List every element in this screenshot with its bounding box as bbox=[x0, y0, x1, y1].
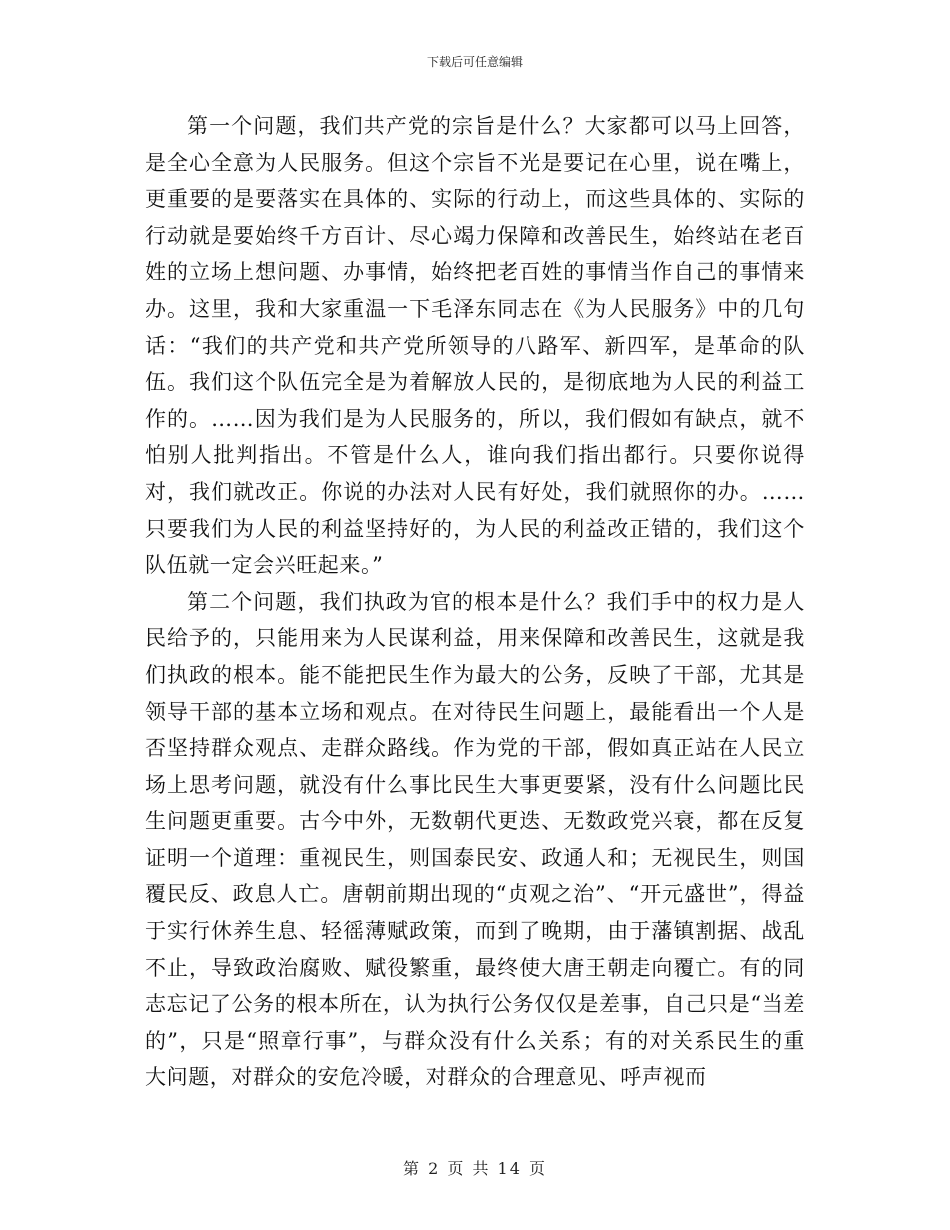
page-header: 下载后可任意编辑 bbox=[426, 55, 523, 69]
document-body bbox=[145, 108, 805, 1096]
paragraph-2: 第二个问题，我们执政为官的根本是什么？我们手中的权力是人民给予的，只能用来为人民谋利益，用来保障和改善民生，这就是我们执政的根本。能不能把民生作为最大的公务，反映了干部，尤其是领导干部的基本立场和观点。在对待民生问题上，最能看出一个人是否坚持群众观点、走群众路线。作为党的干部，假如真正站在人民立场上思考问题，就没有什么事比民生大事更要紧，没有什么问题比民生问题更重要。古今中外，无数朝代更迭、无数政党兴衰，都在反复证明一个道理：重视民生，则国泰民安、政通人和；无视民生，则国覆民反、政息人亡。唐朝前期出现的“贞观之治”、“开元盛世”，得益于实行休养生息、轻徭薄赋政策，而到了晚期，由于藩镇割据、战乱不止，导致政治腐败、赋役繁重，最终使大唐王朝走向覆亡。有的同志忘记了公务的根本所在，认为执行公务仅仅是差事，自己只是“当差的”，只是“照章行事”，与群众没有什么关系；有的对关系民生的重大问题，对群众的安危冷暖，对群众的合理意见、呼声视而 bbox=[145, 589, 805, 1090]
paragraph-1: 第一个问题，我们共产党的宗旨是什么？大家都可以马上回答，是全心全意为人民服务。但这个宗旨不光是要记在心里，说在嘴上，更重要的是要落实在具体的、实际的行动上，而这些具体的、实际的行动就是要始终千方百计、尽心竭力保障和改善民生，始终站在老百姓的立场上想问题、办事情，始终把老百姓的事情当作自己的事情来办。这里，我和大家重温一下毛泽东同志在《为人民服务》中的几句话：“我们的共产党和共产党所领导的八路军、新四军，是革命的队伍。我们这个队伍完全是为着解放人民的，是彻底地为人民的利益工作的。……因为我们是为人民服务的，所以，我们假如有缺点，就不怕别人批判指出。不管是什么人，谁向我们指出都行。只要你说得对，我们就改正。你说的办法对人民有好处，我们就照你的办。……只要我们为人民的利益坚持好的，为人民的利益改正错的，我们这个队伍就一定会兴旺起来。” bbox=[145, 114, 805, 578]
page-number: 第 2 页 共 14 页 bbox=[403, 1159, 547, 1178]
